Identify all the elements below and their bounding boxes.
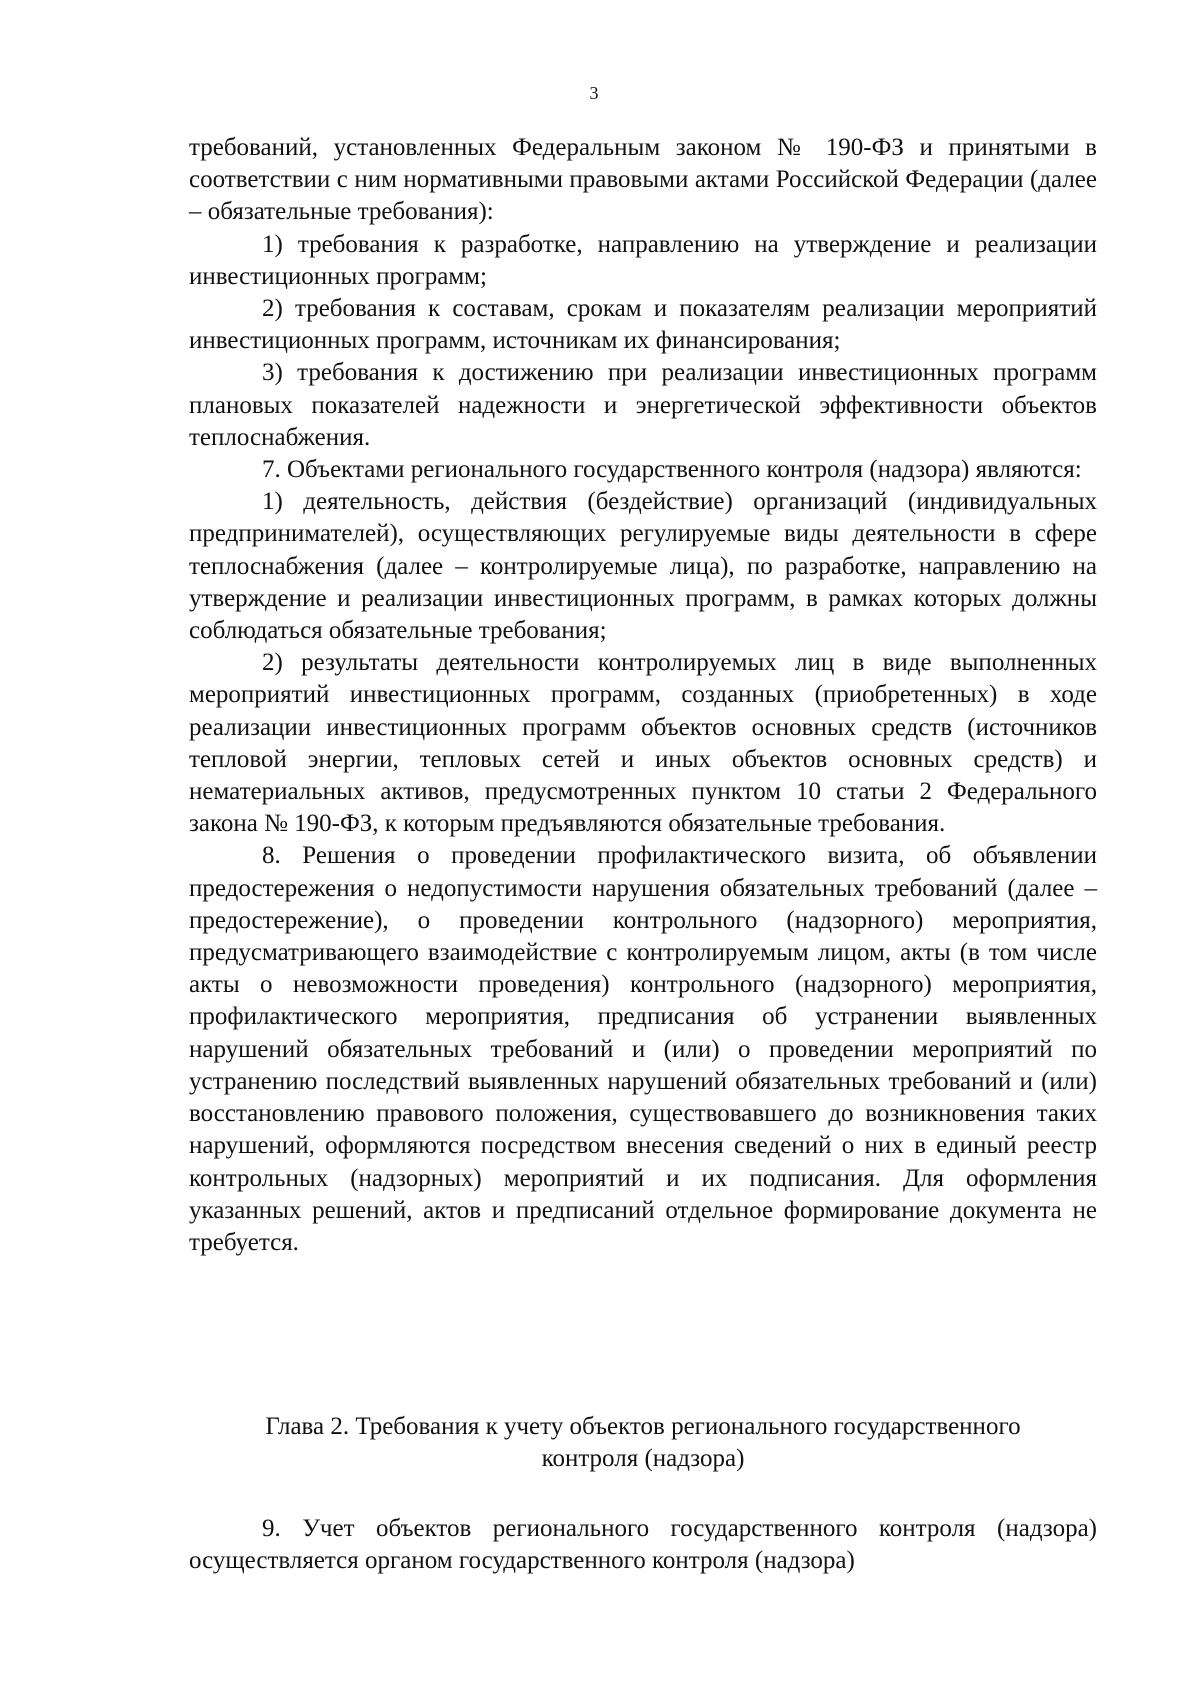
paragraph-clause-8: 8. Решения о проведении профилактического визита, об объявлении предостережения о недопустимости нарушения обязательных требований (далее – предостережение), о проведении контрольного (надзорного) мероприятия, предусматривающего взаимодействие с контролируемым лицом, акты (в том числе акты о невозможности проведения) контрольного (надзорного) мероприятия, профилактического мероприятия, предписания об устранении выявленных нарушений обязательных требований и (или) о проведении мероприятий по устранению последствий выявленных нарушений обязательных требований и (или) восстановлению правового положения, существовавшего до возникновения таких нарушений, оформляются посредством внесения сведений о них в единый реестр контрольных (надзорных) мероприятий и их подписания. Для оформления указанных решений, актов и предписаний отдельное формирование документа не требуется. — [189, 842, 1097, 1256]
chapter-text — [189, 1513, 1097, 1577]
paragraph-clause-9: 9. Учет объектов регионального государственного контроля (надзора) осуществляется органом государственного контроля (надзора) — [189, 1515, 1097, 1575]
chapter-heading — [189, 1411, 1097, 1475]
paragraph-clause-7-item-2: 2) результаты деятельности контролируемых лиц в виде выполненных мероприятий инвестиционных программ, созданных (приобретенных) в ходе реализации инвестиционных программ объектов основных средств (источников тепловой энергии, тепловых сетей и иных объектов основных средств) и нематериальных активов, предусмотренных пунктом 10 статьи 2 Федерального закона № 190-ФЗ, к которым предъявляются обязательные требования. — [189, 649, 1097, 838]
paragraph-requirement-1: 1) требования к разработке, направлению на утверждение и реализации инвестиционных программ; — [189, 230, 1097, 290]
paragraph-continuation: требований, установленных Федеральным законом № 190-ФЗ и принятыми в соответствии с ним нормативными правовыми актами Российской Федерации (далее – обязательные требования): — [189, 134, 1097, 226]
chapter-heading-line-2: контроля (надзора) — [541, 1445, 745, 1473]
chapter-heading-line-1: Глава 2. Требования к учету объектов регионального государственного — [265, 1413, 1021, 1440]
paragraph-clause-7-item-1: 1) деятельность, действия (бездействие) организаций (индивидуальных предпринимателей), осуществляющих регулируемые виды деятельности в сфере теплоснабжения (далее – контролируемые лица), по разработке, направлению на утверждение и реализации инвестиционных программ, в рамках которых должны соблюдаться обязательные требования; — [189, 488, 1097, 645]
paragraph-clause-7: 7. Объектами регионального государственного контроля (надзора) являются: — [262, 456, 1082, 484]
page-number: 3 — [589, 83, 599, 103]
paragraph-requirement-3: 3) требования к достижению при реализации инвестиционных программ плановых показателей надежности и энергетической эффективности объектов теплоснабжения. — [189, 359, 1097, 451]
paragraph-requirement-2: 2) требования к составам, срокам и показателям реализации мероприятий инвестиционных программ, источникам их финансирования; — [189, 295, 1097, 355]
main-text — [189, 132, 1097, 1259]
